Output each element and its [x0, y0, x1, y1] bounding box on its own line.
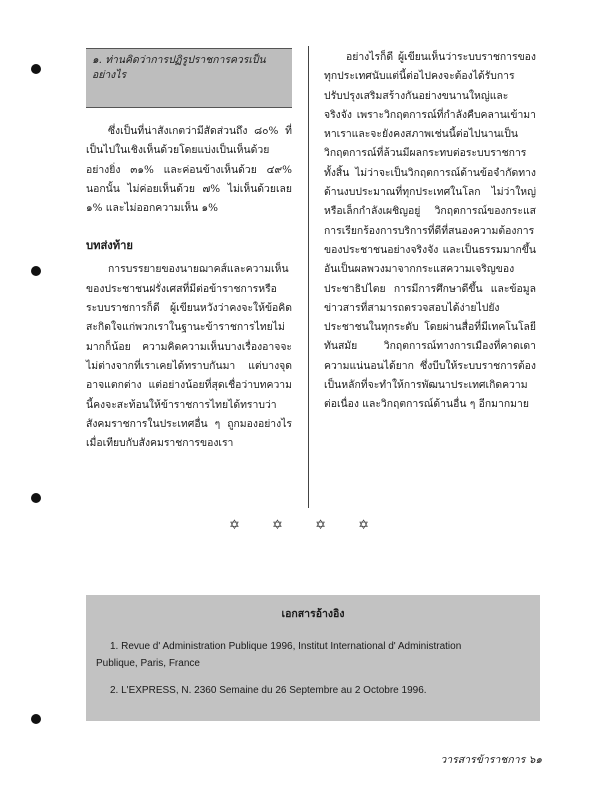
question-box-text: ๑. ท่านคิดว่าการปฏิรูปราชการควรเป็นอย่างไร — [92, 54, 266, 81]
conclusion-paragraph: การบรรยายของนายฌาคส์และความเห็นของประชาชนฝรั่งเศสที่มีต่อข้าราชการหรือระบบราชการก็ดี ผู้เขียนหวังว่าคงจะให้ข้อคิดสะกิดใจแก่พวกเราในฐานะข้าราชการไทยไม่มากก็น้อย ความคิดความเห็นบางเรื่องอาจจะไม่ต่างจากที่เราเคยได้ทราบกันมา แต่บางจุดอาจแตกต่าง แต่อย่างน้อยที่สุดเชื่อว่าบทความนี้คงจะสะท้อนให้ข้าราชการไทยได้ทราบว่าสังคมราชการในประเทศอื่น ๆ ถูกมองอย่างไร เมื่อเทียบกับสังคมราชการของเรา — [86, 263, 292, 450]
punch-hole-1 — [31, 64, 41, 74]
punch-hole-4 — [31, 714, 41, 724]
reference-item-line: Publique, Paris, France — [96, 658, 200, 669]
reference-item — [96, 638, 530, 672]
right-column — [324, 48, 536, 415]
references-box — [86, 595, 540, 721]
right-column-paragraph: อย่างไรก็ดี ผู้เขียนเห็นว่าระบบราชการของทุกประเทศนับแต่นี้ต่อไปคงจะต้องได้รับการปรับปรุงเสริมสร้างกันอย่างขนานใหญ่และจริงจัง เพราะวิกฤตการณ์ที่กำลังคืบคลานเข้ามาหาเราและจะยังคงสภาพเช่นนี้ต่อไปนานเป็นวิกฤตการณ์ที่ล้วนมีผลกระทบต่อระบบราชการทั้งสิ้น ไม่ว่าจะเป็นวิกฤตการณ์ด้านข้อจำกัดทางด้านงบประมาณที่ทุกประเทศในโลก ไม่ว่าใหญ่หรือเล็กกำลังเผชิญอยู่ วิกฤตการณ์ของกระแสการเรียกร้องการบริการที่ดีที่สนองความต้องการของประชาชนอย่างจริงจัง และเป็นธรรมมากขึ้น อันเป็นผลพวงมาจากกระแสความเจริญของประชาธิปไตย การมีการศึกษาดีขึ้น และข้อมูลข่าวสารที่สามารถตรวจสอบได้ง่ายไปยังประชาชนในทุกระดับ โดยผ่านสื่อที่มีเทคโนโลยีทันสมัย วิกฤตการณ์ทางการเมืองที่คาดเดาความแน่นอนได้ยาก ซึ่งบีบให้ระบบราชการต้องเป็นหลักที่จะทำให้การพัฒนาประเทศเกิดความต่อเนื่อง และวิกฤตการณ์ด้านอื่น ๆ อีกมากมาย — [324, 51, 536, 411]
punch-hole-3 — [31, 493, 41, 503]
survey-result-paragraph: ซึ่งเป็นที่น่าสังเกตว่ามีสัดส่วนถึง ๘๐% ที่เป็นไปในเชิงเห็นด้วยโดยแบ่งเป็นเห็นด้วยอย่างยิ่ง ๓๑% และค่อนข้างเห็นด้วย ๔๙% นอกนั้น ไม่ค่อยเห็นด้วย ๗% ไม่เห็นด้วยเลย ๑% และไม่ออกความเห็น ๑% — [86, 125, 292, 215]
section-separator-stars: ✡ ✡ ✡ ✡ — [229, 518, 383, 533]
page-footer: วารสารข้าราชการ ๖๑ — [440, 754, 542, 766]
column-divider — [308, 46, 309, 508]
reference-item-line: 1. Revue d' Administration Publique 1996, Institut International d' Administration — [110, 641, 462, 652]
reference-item-line: 2. L'EXPRESS, N. 2360 Semaine du 26 Septembre au 2 Octobre 1996. — [110, 685, 427, 696]
references-title: เอกสารอ้างอิง — [281, 608, 345, 620]
question-box — [86, 48, 292, 108]
punch-hole-2 — [31, 266, 41, 276]
section-heading: บทส่งท้าย — [86, 238, 133, 253]
reference-item — [96, 682, 530, 699]
left-column — [86, 48, 292, 453]
